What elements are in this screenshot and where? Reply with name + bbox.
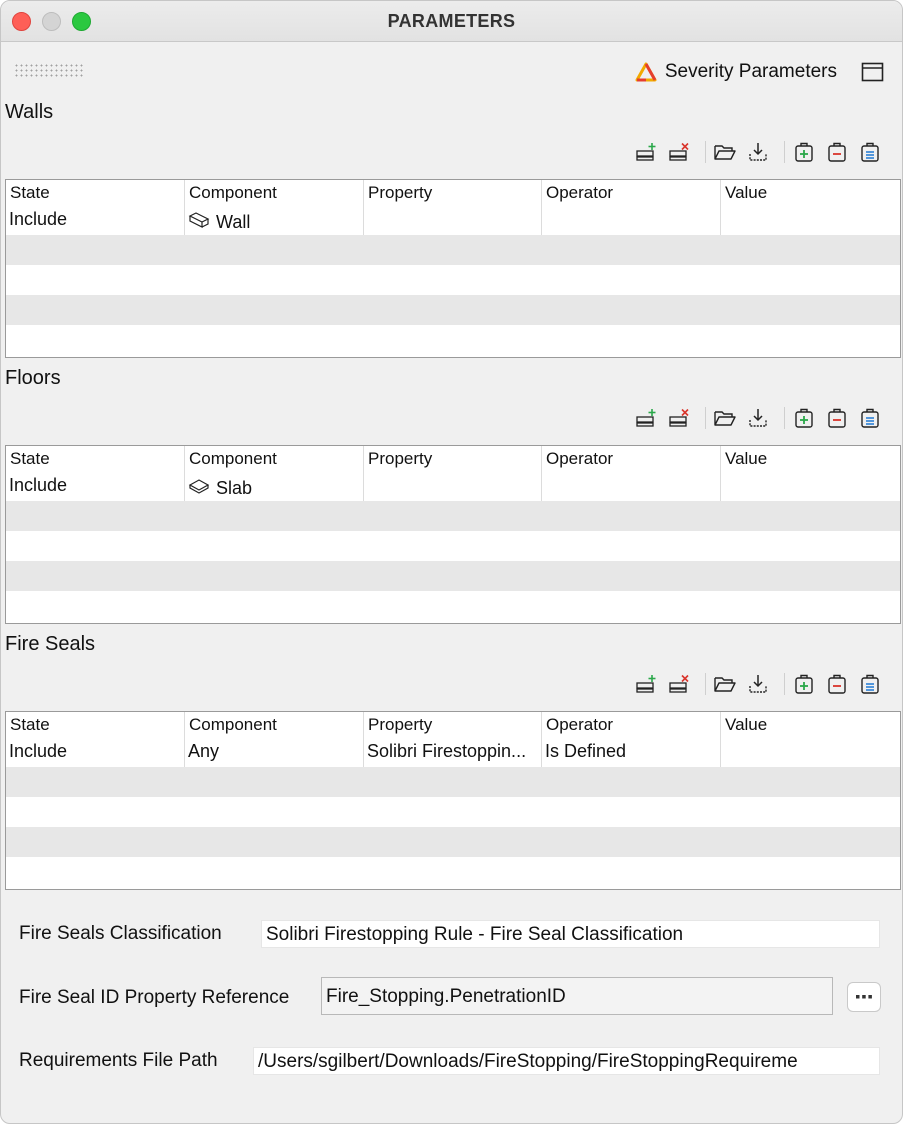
open-folder-icon[interactable] <box>712 405 738 431</box>
add-filter-icon[interactable] <box>791 139 817 165</box>
column-header-component[interactable]: Component <box>185 446 364 471</box>
column-header-value[interactable]: Value <box>725 449 768 468</box>
table-row[interactable] <box>6 205 900 235</box>
fire-seals-classification-label: Fire Seals Classification <box>19 923 222 944</box>
empty-table-row[interactable] <box>6 501 900 531</box>
column-header-operator[interactable]: Operator <box>542 446 721 471</box>
table-header <box>6 180 900 205</box>
cell-component-label: Slab <box>216 477 253 498</box>
fire-seals-classification-field[interactable]: Solibri Firestopping Rule - Fire Seal Classification <box>261 920 880 948</box>
cell-component[interactable] <box>185 471 364 501</box>
fire-seals-toolbar <box>633 671 890 697</box>
cell-property[interactable] <box>364 205 542 235</box>
open-folder-icon[interactable] <box>712 139 738 165</box>
cell-operator[interactable]: Is Defined <box>542 737 721 767</box>
column-header-value[interactable]: Value <box>725 715 768 734</box>
requirements-file-path-field[interactable]: /Users/sgilbert/Downloads/FireStopping/FireStoppingRequireme <box>253 1047 880 1075</box>
ellipsis-icon <box>855 994 873 1000</box>
table-header <box>6 446 900 471</box>
edit-filter-icon[interactable] <box>857 139 883 165</box>
cell-state[interactable]: Include <box>6 737 185 767</box>
floors-toolbar <box>633 405 890 431</box>
download-icon[interactable] <box>745 405 771 431</box>
empty-table-row[interactable] <box>6 265 900 295</box>
cell-value[interactable] <box>721 471 898 501</box>
cell-property[interactable]: Solibri Firestoppin... <box>364 737 542 767</box>
add-row-icon[interactable] <box>633 671 659 697</box>
column-header-component[interactable]: Component <box>185 180 364 205</box>
toolbar-separator <box>705 141 706 163</box>
empty-table-row[interactable] <box>6 767 900 797</box>
cell-operator[interactable] <box>542 205 721 235</box>
column-header-operator[interactable]: Operator <box>542 712 721 737</box>
fire-seal-id-field[interactable]: Fire_Stopping.PenetrationID <box>321 977 833 1015</box>
cell-component-label: Wall <box>216 211 251 232</box>
column-header-state[interactable]: State <box>6 712 185 737</box>
add-row-icon[interactable] <box>633 139 659 165</box>
open-folder-icon[interactable] <box>712 671 738 697</box>
remove-row-icon[interactable] <box>666 405 692 431</box>
toolbar-separator <box>705 673 706 695</box>
remove-filter-icon[interactable] <box>824 405 850 431</box>
toolbar-separator <box>784 407 785 429</box>
cell-state[interactable]: Include <box>6 471 185 501</box>
edit-filter-icon[interactable] <box>857 405 883 431</box>
cell-state[interactable]: Include <box>6 205 185 235</box>
severity-parameters-button[interactable] <box>635 61 837 83</box>
add-row-icon[interactable] <box>633 405 659 431</box>
empty-table-row[interactable] <box>6 295 900 325</box>
remove-filter-icon[interactable] <box>824 671 850 697</box>
floors-title: Floors <box>5 367 61 389</box>
drag-grip-icon[interactable] <box>14 63 84 79</box>
column-header-operator[interactable]: Operator <box>542 180 721 205</box>
empty-table-row[interactable] <box>6 561 900 591</box>
empty-table-row[interactable] <box>6 531 900 561</box>
toolbar-separator <box>784 673 785 695</box>
fire-seal-id-label: Fire Seal ID Property Reference <box>19 987 290 1008</box>
toolbar-separator <box>784 141 785 163</box>
download-icon[interactable] <box>745 139 771 165</box>
column-header-component[interactable]: Component <box>185 712 364 737</box>
panel-layout-icon[interactable] <box>861 62 884 82</box>
column-header-state[interactable]: State <box>6 180 185 205</box>
cell-operator[interactable] <box>542 471 721 501</box>
slab-icon <box>188 478 210 499</box>
column-header-value[interactable]: Value <box>725 183 768 202</box>
cell-value[interactable] <box>721 737 898 767</box>
download-icon[interactable] <box>745 671 771 697</box>
walls-title: Walls <box>5 101 54 123</box>
browse-property-button[interactable] <box>847 982 881 1012</box>
walls-table <box>5 179 901 358</box>
table-row[interactable] <box>6 471 900 501</box>
empty-table-row[interactable] <box>6 797 900 827</box>
table-header <box>6 712 900 737</box>
walls-toolbar <box>633 139 890 165</box>
cell-value[interactable] <box>721 205 898 235</box>
column-header-property[interactable]: Property <box>364 446 542 471</box>
requirements-file-path-label: Requirements File Path <box>19 1050 218 1071</box>
column-header-property[interactable]: Property <box>364 180 542 205</box>
add-filter-icon[interactable] <box>791 671 817 697</box>
empty-table-row[interactable] <box>6 857 900 887</box>
window-title: PARAMETERS <box>387 11 516 31</box>
severity-icon <box>635 62 657 82</box>
column-header-state[interactable]: State <box>6 446 185 471</box>
wall-icon <box>188 211 210 234</box>
cell-component[interactable] <box>185 205 364 235</box>
empty-table-row[interactable] <box>6 591 900 621</box>
title-bar <box>1 1 902 42</box>
add-filter-icon[interactable] <box>791 405 817 431</box>
severity-parameters-label: Severity Parameters <box>664 61 837 82</box>
remove-filter-icon[interactable] <box>824 139 850 165</box>
remove-row-icon[interactable] <box>666 671 692 697</box>
remove-row-icon[interactable] <box>666 139 692 165</box>
column-header-property[interactable]: Property <box>364 712 542 737</box>
floors-table <box>5 445 901 624</box>
toolbar-separator <box>705 407 706 429</box>
empty-table-row[interactable] <box>6 827 900 857</box>
fire-seals-table <box>5 711 901 890</box>
table-row[interactable] <box>6 737 900 767</box>
fire-seals-title: Fire Seals <box>5 633 96 655</box>
empty-table-row[interactable] <box>6 235 900 265</box>
cell-property[interactable] <box>364 471 542 501</box>
cell-component[interactable]: Any <box>185 737 364 767</box>
empty-table-row[interactable] <box>6 325 900 355</box>
edit-filter-icon[interactable] <box>857 671 883 697</box>
